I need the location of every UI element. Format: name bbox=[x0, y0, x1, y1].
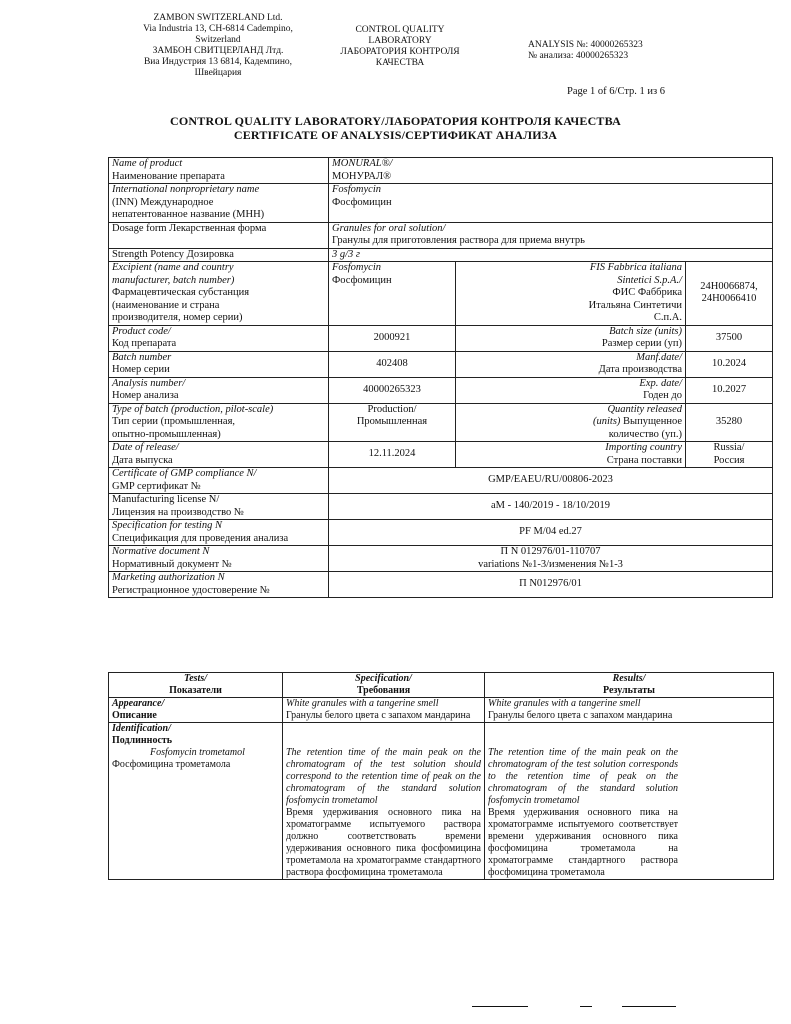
manufacturer-line: ФИС Фаббрика bbox=[612, 287, 682, 298]
label-ru: Номер анализа bbox=[112, 390, 179, 401]
header-line: Switzerland bbox=[195, 35, 241, 45]
label-ru: производителя, номер серии) bbox=[112, 312, 243, 323]
value-cell bbox=[329, 494, 773, 520]
label-cell bbox=[109, 158, 329, 184]
label-cell bbox=[109, 351, 329, 377]
row-marketing-authorization bbox=[109, 572, 773, 598]
label-en: Specification for testing N bbox=[112, 520, 222, 531]
header-line: ЛАБОРАТОРИЯ КОНТРОЛЯ bbox=[340, 47, 460, 57]
value-ru: Гранулы для приготовления раствора для приема внутрь bbox=[332, 235, 585, 246]
label-en: Analysis number/ bbox=[112, 377, 186, 389]
label-en: Product code/ bbox=[112, 325, 171, 337]
excipient-name-cell bbox=[329, 262, 456, 326]
signature-line bbox=[622, 1006, 676, 1007]
value-ru: Фосфомицин bbox=[332, 274, 392, 286]
label-en: Excipient (name and country bbox=[112, 262, 234, 273]
row-excipient bbox=[109, 262, 773, 326]
tests-table bbox=[108, 672, 774, 880]
test-name-ru: Описание bbox=[112, 710, 157, 721]
label-en: Manf.date/ bbox=[636, 351, 682, 363]
label-en: Importing country bbox=[605, 442, 682, 453]
value: П N012976/01 bbox=[519, 578, 582, 590]
label-en: Date of release/ bbox=[112, 442, 179, 453]
header-en: Results/ bbox=[612, 673, 646, 684]
label-en: Type of batch (production, pilot-scale) bbox=[112, 403, 274, 415]
result-en: The retention time of the main peak on the chromatogram of the test solution corresponds to the retention time of peak on the chromatogram of the standard solution fosfomycin trometamol bbox=[488, 747, 678, 806]
label-ru: Тип серии (промышленная, bbox=[112, 416, 236, 427]
document-title bbox=[0, 114, 791, 142]
value-cell bbox=[329, 248, 773, 262]
header-line: ZAMBON SWITZERLAND Ltd. bbox=[153, 13, 283, 23]
label-cell bbox=[456, 442, 686, 468]
value-cell bbox=[329, 403, 456, 442]
label-ru: Регистрационное удостоверение № bbox=[112, 584, 270, 596]
label-ru: Наименование препарата bbox=[112, 170, 225, 182]
row-product-code bbox=[109, 325, 773, 351]
spec-cell bbox=[283, 723, 485, 880]
label-en: International nonproprietary name bbox=[112, 184, 260, 195]
spec-en: The retention time of the main peak on the chromatogram of the test solution should correspond to the retention time of peak on the chromatogram of the standard solution fosfomycin trometamol bbox=[286, 747, 481, 806]
label-ru: Спецификация для проведения анализа bbox=[112, 532, 289, 544]
label-cell bbox=[109, 442, 329, 468]
row-analysis-number bbox=[109, 377, 773, 403]
label-cell bbox=[109, 468, 329, 494]
test-name-en: Identification/ bbox=[112, 723, 171, 734]
label-en: (units) bbox=[593, 416, 621, 427]
header-line: ANALYSIS №: 40000265323 bbox=[528, 40, 643, 50]
label-cell bbox=[109, 222, 329, 248]
label-cell bbox=[109, 184, 329, 223]
value-ru: Промышленная bbox=[356, 416, 428, 427]
value-en: Fosfomycin bbox=[332, 184, 381, 195]
value-cell bbox=[686, 325, 773, 351]
label-ru: Дата выпуска bbox=[112, 454, 173, 466]
title-line-1: CONTROL QUALITY LABORATORY/ЛАБОРАТОРИЯ КОНТРОЛЯ КАЧЕСТВА bbox=[170, 114, 621, 128]
header-line: Виа Индустрия 13 6814, Кадемпино, bbox=[143, 57, 293, 67]
header-en: Specification/ bbox=[355, 673, 412, 684]
test-row-appearance bbox=[109, 698, 774, 723]
label-en: Name of product bbox=[112, 158, 183, 169]
label-cell bbox=[456, 325, 686, 351]
value: 12.11.2024 bbox=[368, 448, 416, 460]
header-ru: Требования bbox=[356, 685, 411, 696]
label-ru: Дата производства bbox=[598, 364, 682, 375]
manufacturer-line: С.п.А. bbox=[653, 312, 682, 323]
label-cell bbox=[456, 403, 686, 442]
header-cell-specification bbox=[283, 673, 485, 698]
row-gmp bbox=[109, 468, 773, 494]
header-line: КАЧЕСТВА bbox=[375, 58, 425, 68]
value-en: Production/ bbox=[367, 403, 417, 415]
test-row-identification bbox=[109, 723, 774, 880]
test-name-ru: Подлинность bbox=[112, 735, 173, 746]
label: Dosage form Лекарственная форма bbox=[112, 222, 267, 234]
row-batch-number bbox=[109, 351, 773, 377]
excipient-batch-cell bbox=[686, 262, 773, 326]
row-product-name bbox=[109, 158, 773, 184]
value-ru: Россия bbox=[713, 454, 745, 466]
test-name-cell bbox=[109, 698, 283, 723]
label-en: Marketing authorization N bbox=[112, 572, 225, 583]
spec-ru: Время удерживания основного пика на хроматограмме испытуемого раствора должно соответствовать времени удерживания основного пика фосфомицина трометамола на хроматограмме стандартного раствора фосфомицина трометамола bbox=[286, 807, 481, 878]
value-cell bbox=[329, 520, 773, 546]
manufacturer-line: FIS Fabbrica italiana bbox=[589, 262, 682, 273]
spec-en: White granules with a tangerine smell bbox=[286, 698, 439, 709]
value: 402408 bbox=[376, 357, 408, 369]
manufacturer-line: Sintetici S.p.A./ bbox=[617, 274, 682, 286]
result-en: White granules with a tangerine smell bbox=[488, 698, 641, 709]
row-license bbox=[109, 494, 773, 520]
value: П N 012976/01-110707 bbox=[500, 546, 601, 557]
label-ru: Годен до bbox=[643, 390, 682, 401]
header-line: CONTROL QUALITY bbox=[355, 25, 445, 35]
label-ru: GMP сертификат № bbox=[112, 480, 201, 492]
label-cell bbox=[109, 520, 329, 546]
label-cell bbox=[109, 572, 329, 598]
value-cell bbox=[329, 572, 773, 598]
test-name-en: Appearance/ bbox=[112, 698, 165, 709]
manufacturer-line: Итальяна Синтетичи bbox=[588, 299, 682, 311]
value-ru: Фосфомицин bbox=[332, 196, 392, 208]
value-cell bbox=[686, 403, 773, 442]
label-cell bbox=[109, 325, 329, 351]
label-en: Quantity released bbox=[607, 403, 682, 415]
label-ru: (наименование и страна bbox=[112, 299, 220, 311]
header-cell-tests bbox=[109, 673, 283, 698]
result-ru: Время удерживания основного пика на хроматограмме испытуемого соответствует времени удерживания основного пика фосфомицина трометамола на хроматограмме стандартного раствора фосфомицина трометамола bbox=[488, 807, 678, 878]
product-info-table bbox=[108, 157, 773, 598]
label-cell bbox=[109, 494, 329, 520]
test-sub-en: Fosfomycin trometamol bbox=[150, 747, 245, 758]
value: 10.2024 bbox=[711, 357, 747, 369]
value: 40000265323 bbox=[363, 383, 421, 395]
analysis-number-header bbox=[528, 40, 708, 62]
label-en: Exp. date/ bbox=[639, 377, 682, 389]
label-en: manufacturer, batch number) bbox=[112, 274, 235, 286]
label-en: Certificate of GMP compliance N/ bbox=[112, 468, 257, 479]
value-en: Fosfomycin bbox=[332, 262, 381, 273]
row-dosage-form bbox=[109, 222, 773, 248]
value: variations №1-3/изменения №1-3 bbox=[478, 558, 623, 570]
label-cell bbox=[109, 403, 329, 442]
row-release-date bbox=[109, 442, 773, 468]
label-cell bbox=[109, 377, 329, 403]
page-number: Page 1 of 6/Стр. 1 из 6 bbox=[567, 86, 666, 97]
label-cell bbox=[456, 351, 686, 377]
signature-line bbox=[580, 1006, 592, 1007]
test-name-cell bbox=[109, 723, 283, 880]
value: 2000921 bbox=[373, 331, 411, 343]
value-cell bbox=[329, 184, 773, 223]
value-cell bbox=[686, 377, 773, 403]
label-ru: Номер серии bbox=[112, 364, 170, 375]
header-line: ЗАМБОН СВИТЦЕРЛАНД Лтд. bbox=[152, 46, 284, 56]
header-line: LABORATORY bbox=[368, 36, 432, 46]
label-ru: Фармацевтическая субстанция bbox=[112, 287, 250, 298]
value: 3 g/3 г bbox=[332, 248, 361, 260]
result-ru: Гранулы белого цвета с запахом мандарина bbox=[488, 710, 673, 721]
spec-ru: Гранулы белого цвета с запахом мандарина bbox=[286, 710, 471, 721]
label-ru: количество (уп.) bbox=[608, 428, 682, 440]
batch-number: 24H0066410 bbox=[701, 293, 757, 305]
test-sub-ru: Фосфомицина трометамола bbox=[112, 759, 231, 770]
label-cell bbox=[109, 248, 329, 262]
label-ru: Выпущенное bbox=[623, 416, 682, 427]
spec-cell bbox=[283, 698, 485, 723]
label-en: Manufacturing license N/ bbox=[112, 494, 220, 505]
header-line: № анализа: 40000265323 bbox=[528, 51, 629, 61]
header-ru: Показатели bbox=[169, 685, 222, 696]
label-cell bbox=[456, 377, 686, 403]
label-cell bbox=[109, 262, 329, 326]
row-strength bbox=[109, 248, 773, 262]
row-inn bbox=[109, 184, 773, 223]
company-address bbox=[118, 13, 318, 79]
label-ru: непатентованное название (МНН) bbox=[112, 209, 265, 220]
value-cell bbox=[329, 546, 773, 572]
value-cell bbox=[329, 377, 456, 403]
value-cell bbox=[329, 442, 456, 468]
label-ru: Код препарата bbox=[112, 338, 177, 349]
value: 37500 bbox=[715, 331, 743, 343]
lab-heading bbox=[335, 25, 465, 69]
label-ru: Нормативный документ № bbox=[112, 558, 232, 570]
header-cell-results bbox=[485, 673, 774, 698]
tests-header-row bbox=[109, 673, 774, 698]
row-normative-document bbox=[109, 546, 773, 572]
label-ru: Страна поставки bbox=[606, 454, 682, 466]
value-en: Russia/ bbox=[713, 442, 745, 453]
value-cell bbox=[329, 158, 773, 184]
value-cell bbox=[329, 468, 773, 494]
label-ru: опытно-промышленная) bbox=[112, 428, 221, 440]
value-en: MONURAL®/ bbox=[332, 158, 393, 169]
label-cell bbox=[109, 546, 329, 572]
result-cell bbox=[485, 698, 774, 723]
value-cell bbox=[329, 222, 773, 248]
header-en: Tests/ bbox=[184, 673, 207, 684]
label: Strength Potency Дозировка bbox=[112, 248, 234, 260]
value: 35280 bbox=[715, 416, 743, 427]
value-cell bbox=[686, 442, 773, 468]
label-en: Batch size (units) bbox=[609, 325, 682, 337]
label-ru: (INN) Международное bbox=[112, 196, 214, 208]
value: aM - 140/2019 - 18/10/2019 bbox=[491, 500, 610, 512]
title-line-2: CERTIFICATE OF ANALYSIS/СЕРТИФИКАТ АНАЛИЗА bbox=[233, 128, 558, 142]
value: PF M/04 ed.27 bbox=[519, 526, 582, 538]
value-cell bbox=[329, 351, 456, 377]
row-batch-type bbox=[109, 403, 773, 442]
header-line: Via Industria 13, CH-6814 Cadempino, bbox=[143, 24, 293, 34]
result-cell bbox=[485, 723, 774, 880]
label-en: Normative document N bbox=[112, 546, 210, 557]
value-cell bbox=[329, 325, 456, 351]
batch-number: 24H0066874, bbox=[700, 280, 758, 292]
value-en: Granules for oral solution/ bbox=[332, 222, 446, 234]
header-ru: Результаты bbox=[603, 685, 655, 696]
value: 10.2027 bbox=[711, 383, 747, 395]
label-en: Batch number bbox=[112, 351, 172, 363]
row-specification bbox=[109, 520, 773, 546]
value-cell bbox=[686, 351, 773, 377]
label-ru: Лицензия на производство № bbox=[112, 506, 244, 518]
signature-line bbox=[472, 1006, 528, 1007]
value-ru: МОНУРАЛ® bbox=[332, 170, 392, 182]
value: GMP/EAEU/RU/00806-2023 bbox=[488, 474, 613, 486]
manufacturer-cell bbox=[456, 262, 686, 326]
header-line: Швейцария bbox=[194, 68, 242, 78]
label-ru: Размер серии (уп) bbox=[601, 338, 682, 349]
